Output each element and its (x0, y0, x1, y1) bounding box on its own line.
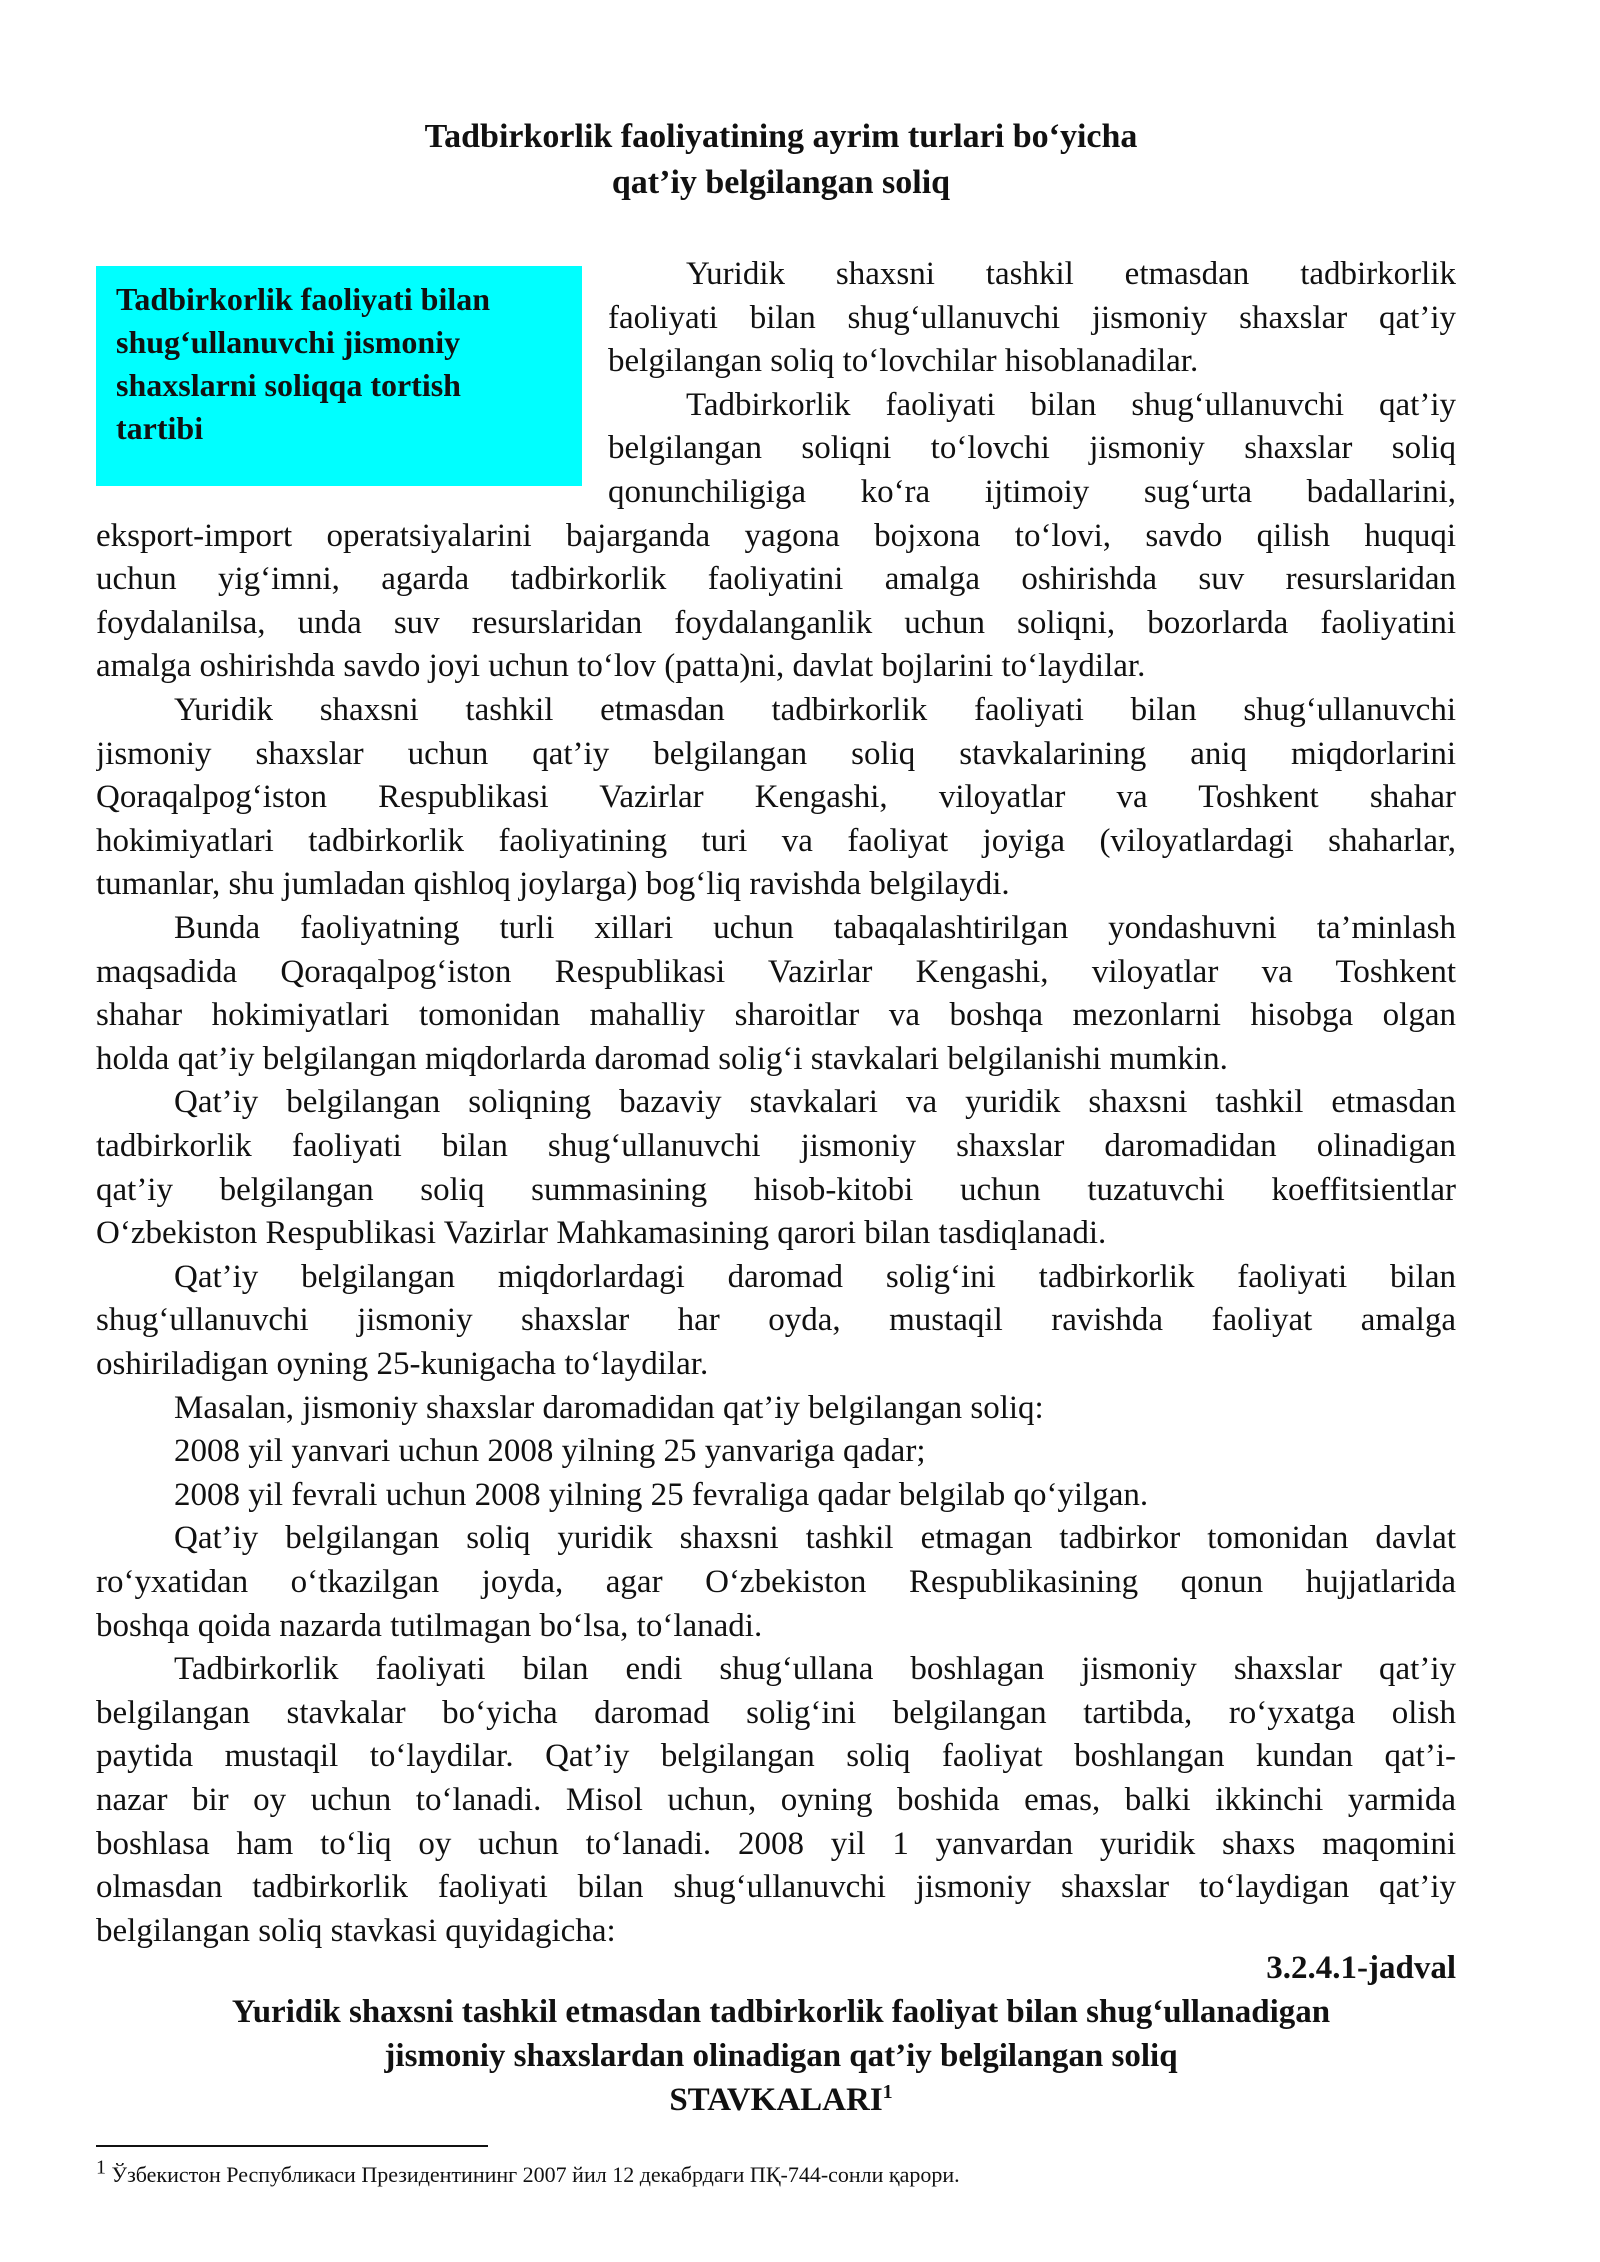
section-heading-line: shaxslarni soliqqa tortish (116, 367, 461, 403)
title-line-2: qat’iy belgilangan soliq (611, 164, 951, 201)
body-line: shug‘ullanuvchi jismoniy shaxslar har oyda, mustaqil ravishda faoliyat amalga (96, 1302, 1456, 1339)
body-line: Bunda faoliyatning turli xillari uchun tabaqalashtirilgan yondashuvni ta’minlash (174, 910, 1456, 946)
body-line: Qoraqalpog‘iston Respublikasi Vazirlar Kengashi, viloyatlar va Toshkent shahar (96, 779, 1456, 816)
body-line: belgilangan soliq stavkasi quyidagicha: (96, 1912, 616, 1949)
body-line: Tadbirkorlik faoliyati bilan endi shug‘ullana boshlagan jismoniy shaxslar qat’iy (174, 1651, 1456, 1688)
body-line: uchun yig‘imni, agarda tadbirkorlik faoliyatini amalga oshirishda suv resurslaridan (96, 561, 1456, 598)
body-line: boshqa qoida nazarda tutilmagan bo‘lsa, to‘lanadi. (96, 1607, 763, 1644)
section-heading-line: shug‘ullanuvchi jismoniy (116, 324, 461, 360)
body-line: boshlasa ham to‘liq oy uchun to‘lanadi. 2008 yil 1 yanvardan yuridik shaxs maqomini (96, 1825, 1456, 1862)
table-title-word: STAVKALARI (669, 2082, 883, 2118)
body-line: Yuridik shaxsni tashkil etmasdan tadbirkorlik faoliyati bilan shug‘ullanuvchi (174, 692, 1456, 728)
section-heading-line: Tadbirkorlik faoliyati bilan (116, 281, 491, 317)
body-line: 2008 yil fevrali uchun 2008 yilning 25 fevraliga qadar belgilab qo‘yilgan. (174, 1476, 1149, 1513)
body-line: oshiriladigan oyning 25-kunigacha to‘laydilar. (96, 1346, 709, 1382)
body-line: belgilangan soliq to‘lovchilar hisoblanadilar. (608, 343, 1199, 380)
section-heading-box (96, 266, 582, 486)
body-line: Qat’iy belgilangan miqdorlardagi daromad solig‘ini tadbirkorlik faoliyati bilan (174, 1258, 1456, 1295)
body-line: amalga oshirishda savdo joyi uchun to‘lov (patta)ni, davlat bojlarini to‘laydilar. (96, 648, 1146, 685)
body-line: qonunchiligiga ko‘ra ijtimoiy sug‘urta badallarini, (608, 474, 1456, 510)
body-line: ro‘yxatidan o‘tkazilgan joyda, agar O‘zbekiston Respublikasining qonun hujjatlarida (96, 1564, 1456, 1600)
body-line: faoliyati bilan shug‘ullanuvchi jismoniy shaxslar qat’iy (608, 299, 1456, 336)
footnote-text: Ўзбекистон Республикаси Президентининг 2007 йил 12 декабрдаги ПҚ-744-сонли қарори. (111, 2162, 960, 2187)
body-line: Qat’iy belgilangan soliq yuridik shaxsni tashkil etmagan tadbirkor tomonidan davlat (174, 1520, 1456, 1557)
body-line: Tadbirkorlik faoliyati bilan shug‘ullanuvchi qat’iy (686, 386, 1456, 423)
section-heading-line: tartibi (116, 410, 204, 446)
body-line: hokimiyatlari tadbirkorlik faoliyatining turi va faoliyat joyiga (viloyatlardagi shaharlar, (96, 822, 1456, 859)
body-line: Qat’iy belgilangan soliqning bazaviy stavkalari va yuridik shaxsni tashkil etmasdan (174, 1084, 1456, 1121)
table-title-line-2: jismoniy shaxslardan olinadigan qat’iy belgilangan soliq (384, 2038, 1178, 2074)
table-title-line-1: Yuridik shaxsni tashkil etmasdan tadbirkorlik faoliyat bilan shug‘ullanadigan (231, 1994, 1331, 2030)
body-line: olmasdan tadbirkorlik faoliyati bilan shug‘ullanuvchi jismoniy shaxslar to‘laydigan qat’iy (96, 1869, 1456, 1906)
body-line: maqsadida Qoraqalpog‘iston Respublikasi Vazirlar Kengashi, viloyatlar va Toshkent (96, 953, 1456, 990)
body-line: qat’iy belgilangan soliq summasining hisob-kitobi uchun tuzatuvchi koeffitsientlar (96, 1171, 1456, 1208)
table-reference: 3.2.4.1-jadval (1266, 1950, 1456, 1986)
body-line: O‘zbekiston Respublikasi Vazirlar Mahkamasining qarori bilan tasdiqlanadi. (96, 1215, 1107, 1252)
body-line: tumanlar, shu jumladan qishloq joylarga) bog‘liq ravishda belgilaydi. (96, 866, 1010, 903)
body-line: paytida mustaqil to‘laydilar. Qat’iy belgilangan soliq faoliyat boshlangan kundan qat’i- (96, 1738, 1456, 1775)
body-line: 2008 yil yanvari uchun 2008 yilning 25 yanvariga qadar; (174, 1433, 926, 1470)
body-line: nazar bir oy uchun to‘lanadi. Misol uchun, oyning boshida emas, balki ikkinchi yarmida (96, 1782, 1456, 1818)
footnote (96, 2156, 960, 2190)
title-line-1: Tadbirkorlik faoliyatining ayrim turlari bo‘yicha (424, 118, 1138, 155)
body-line: jismoniy shaxslar uchun qat’iy belgilangan soliq stavkalarining aniq miqdorlarini (96, 735, 1456, 772)
body-line: Yuridik shaxsni tashkil etmasdan tadbirkorlik (686, 256, 1456, 292)
body-line: eksport-import operatsiyalarini bajarganda yagona bojxona to‘lovi, savdo qilish huquqi (96, 517, 1456, 554)
footnote-divider (96, 2145, 488, 2147)
footnote-reference: 1 (882, 2081, 893, 2103)
body-line: Masalan, jismoniy shaxslar daromadidan qat’iy belgilangan soliq: (174, 1389, 1044, 1426)
body-line: shahar hokimiyatlari tomonidan mahalliy sharoitlar va boshqa mezonlarni hisobga olgan (96, 997, 1456, 1034)
body-line: belgilangan soliqni to‘lovchi jismoniy shaxslar soliq (608, 430, 1456, 467)
body-line: tadbirkorlik faoliyati bilan shug‘ullanuvchi jismoniy shaxslar daromadidan olinadigan (96, 1128, 1456, 1164)
footnote-mark: 1 (96, 2156, 106, 2179)
page-title (96, 114, 1466, 206)
table-title (96, 1990, 1466, 2122)
table-title-line-3 (96, 2078, 1466, 2122)
body-line: holda qat’iy belgilangan miqdorlarda daromad solig‘i stavkalari belgilanishi mumkin. (96, 1040, 1228, 1077)
body-line: belgilangan stavkalar bo‘yicha daromad solig‘ini belgilangan tartibda, ro‘yxatga olish (96, 1694, 1456, 1731)
body-line: foydalanilsa, unda suv resurslaridan foydalanganlik uchun soliqni, bozorlarda faoliyatini (96, 604, 1456, 641)
